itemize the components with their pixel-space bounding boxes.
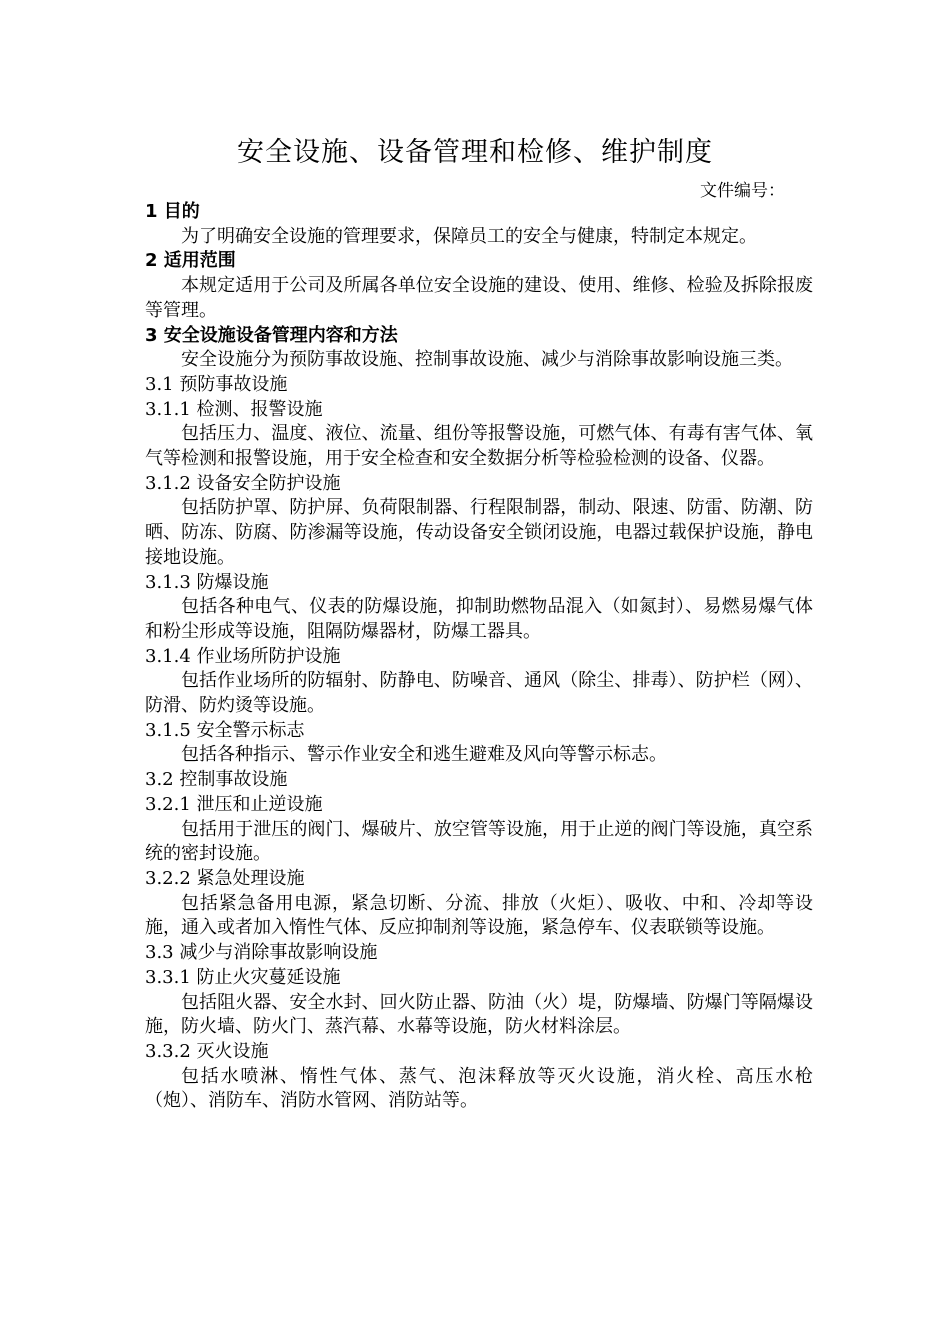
heading-purpose: 1 目的 — [145, 201, 200, 222]
subheading: 3.1 预防事故设施 — [145, 373, 288, 395]
subheading: 3.2.2 紧急处理设施 — [145, 867, 305, 889]
subheading: 3.1.5 安全警示标志 — [145, 719, 305, 741]
paragraph: 包括用于泄压的阀门、爆破片、放空管等设施，用于止逆的阀门等设施，真空系统的密封设施。 — [145, 818, 813, 865]
paragraph: 为了明确安全设施的管理要求，保障员工的安全与健康，特制定本规定。 — [181, 225, 757, 247]
paragraph: 包括各种电气、仪表的防爆设施，抑制助燃物品混入（如氮封）、易燃易爆气体和粉尘形成等设施，阻隔防爆器材，防爆工器具。 — [145, 596, 813, 642]
document-body — [145, 200, 813, 1114]
page-title: 安全设施、设备管理和检修、维护制度 — [237, 137, 713, 168]
paragraph: 包括紧急备用电源，紧急切断、分流、排放（火炬）、吸收、中和、冷却等设施，通入或者加入惰性气体、反应抑制剂等设施，紧急停车、仪表联锁等设施。 — [145, 892, 813, 939]
subheading: 3.1.2 设备安全防护设施 — [145, 472, 341, 494]
paragraph: 包括压力、温度、液位、流量、组份等报警设施，可燃气体、有毒有害气体、氧气等检测和报警设施，用于安全检查和安全数据分析等检验检测的设备、仪器。 — [145, 423, 813, 470]
subheading: 3.3.2 灭火设施 — [145, 1040, 269, 1062]
subheading: 3.1.4 作业场所防护设施 — [145, 645, 341, 667]
paragraph: 包括各种指示、警示作业安全和逃生避难及风向等警示标志。 — [181, 744, 667, 766]
subheading: 3.3 减少与消除事故影响设施 — [145, 942, 378, 964]
paragraph: 安全设施分为预防事故设施、控制事故设施、减少与消除事故影响设施三类。 — [181, 349, 793, 371]
heading-scope: 2 适用范围 — [145, 250, 236, 272]
subheading: 3.2.1 泄压和止逆设施 — [145, 793, 323, 815]
subheading: 3.3.1 防止火灾蔓延设施 — [145, 966, 341, 988]
paragraph: 包括阻火器、安全水封、回火防止器、防油（火）堤，防爆墙、防爆门等隔爆设施，防火墙、防火门、蒸汽幕、水幕等设施，防火材料涂层。 — [145, 991, 813, 1038]
paragraph: 包括水喷淋、惰性气体、蒸气、泡沫释放等灭火设施，消火栓、高压水枪（炮）、消防车、消防水管网、消防站等。 — [145, 1065, 813, 1112]
subheading: 3.2 控制事故设施 — [145, 769, 288, 791]
subheading: 3.1.3 防爆设施 — [145, 571, 269, 593]
document-number-label: 文件编号： — [700, 181, 785, 201]
paragraph: 包括作业场所的防辐射、防静电、防噪音、通风（除尘、排毒）、防护栏（网）、防滑、防灼烫等设施。 — [145, 670, 813, 717]
heading-management-content: 3 安全设施设备管理内容和方法 — [145, 324, 398, 346]
paragraph: 包括防护罩、防护屏、负荷限制器、行程限制器，制动、限速、防雷、防潮、防晒、防冻、防腐、防渗漏等设施，传动设备安全锁闭设施，电器过载保护设施，静电接地设施。 — [145, 497, 813, 568]
subheading: 3.1.1 检测、报警设施 — [145, 398, 323, 420]
paragraph: 本规定适用于公司及所属各单位安全设施的建设、使用、维修、检验及拆除报废等管理。 — [145, 275, 813, 321]
